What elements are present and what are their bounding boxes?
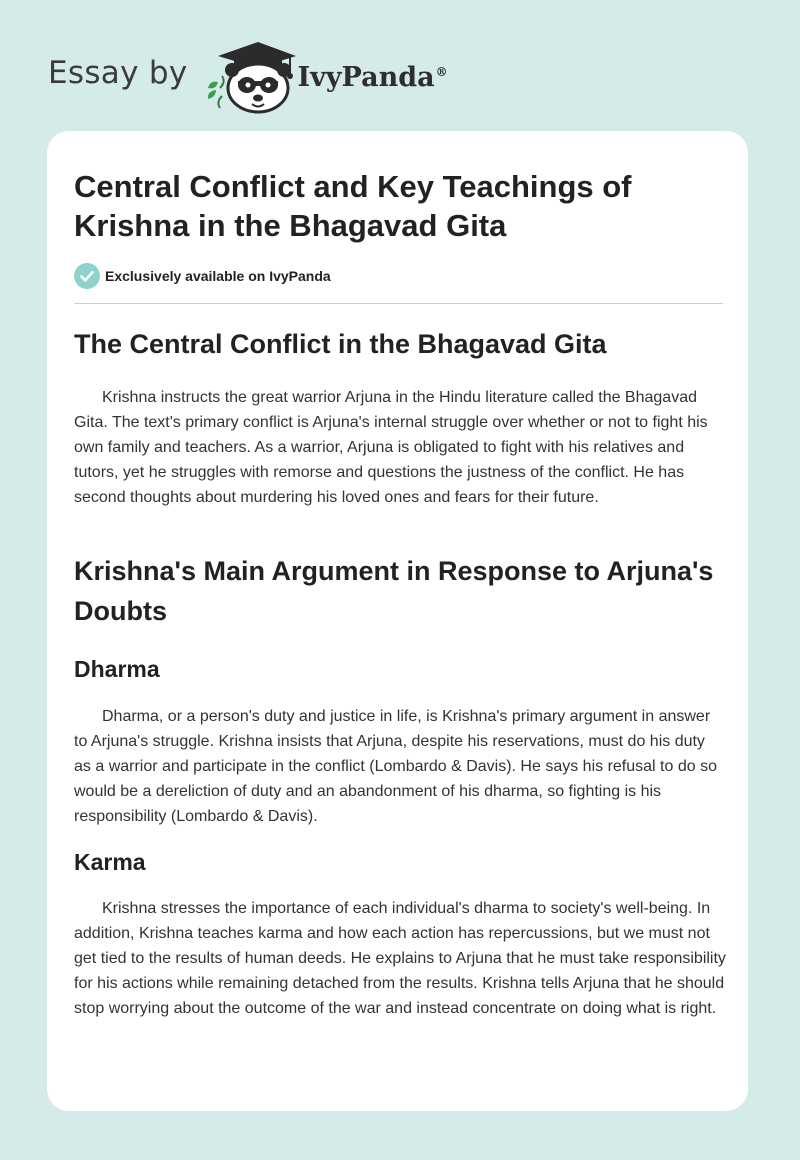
subsection-heading-dharma: Dharma bbox=[74, 656, 160, 682]
exclusive-badge bbox=[74, 263, 331, 289]
brand-name: IvyPanda® bbox=[297, 61, 448, 93]
paragraph-dharma: Dharma, or a person's duty and justice in life, is Krishna's primary argument in answer to Arjuna's struggle. Krishna insists that Arjuna, despite his reservations, must do his duty as a warrior and participate in the conflict (Lombardo & Davis). He says his refusal to do so would be a dereliction of duty and an abandonment of his dharma, so fighting is his responsibility (Lombardo & Davis). bbox=[74, 708, 717, 825]
essay-card bbox=[47, 131, 748, 1111]
site-header bbox=[48, 36, 448, 116]
exclusive-label: Exclusively available on IvyPanda bbox=[105, 268, 331, 284]
panda-graduate-logo-icon bbox=[204, 38, 296, 114]
check-circle-icon bbox=[74, 263, 100, 289]
essay-by-label: Essay by bbox=[48, 55, 188, 91]
essay-title: Central Conflict and Key Teachings of Krishna in the Bhagavad Gita bbox=[74, 169, 632, 243]
paragraph-karma: Krishna stresses the importance of each individual's dharma to society's well-being. In addition, Krishna teaches karma and how each action has repercussions, but we must not get tied to the results of human deeds. He explains to Arjuna that he must take responsibility for his actions while remaining detached from the results. Krishna tells Arjuna that he should stop worrying about the outcome of the war and instead concentrate on doing what is right. bbox=[74, 900, 726, 1017]
section-heading-krishna-argument: Krishna's Main Argument in Response to Arjuna's Doubts bbox=[74, 556, 714, 626]
ivypanda-logo-link[interactable] bbox=[204, 38, 448, 114]
divider bbox=[74, 303, 723, 304]
subsection-heading-karma: Karma bbox=[74, 849, 146, 875]
registered-mark: ® bbox=[435, 64, 448, 79]
section-heading-central-conflict: The Central Conflict in the Bhagavad Gita bbox=[74, 329, 607, 359]
paragraph-central-conflict: Krishna instructs the great warrior Arjuna in the Hindu literature called the Bhagavad Gita. The text's primary conflict is Arjuna's internal struggle over whether or not to fight his own family and teachers. As a warrior, Arjuna is obligated to fight with his relatives and tutors, yet he struggles with remorse and questions the justness of the conflict. He has second thoughts about murdering his loved ones and fears for their future. bbox=[74, 389, 708, 506]
